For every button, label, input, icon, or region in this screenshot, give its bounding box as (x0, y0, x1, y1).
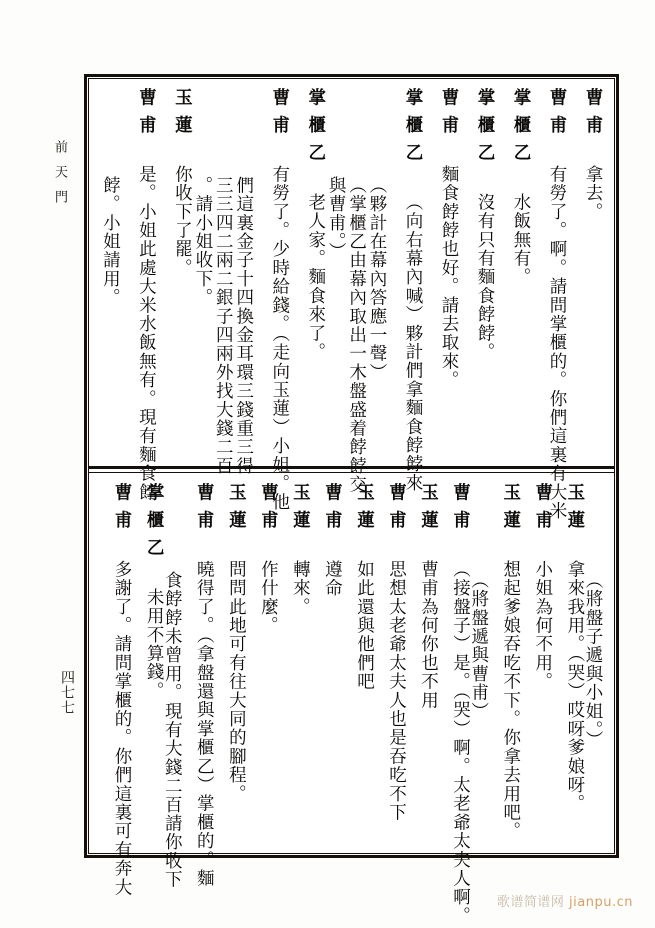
speaker-name: 曹甫 (439, 88, 459, 143)
speaker-name: 玉蓮 (290, 483, 311, 538)
dialogue-column (519, 483, 551, 846)
speaker-name: 掌櫃乙 (403, 88, 423, 171)
dialogue-column (308, 483, 343, 846)
dialogue-column (529, 88, 567, 521)
dialogue-text: 食餑餑未曾用。現有大錢二百請你收下 (162, 571, 183, 889)
stage-direction-column (231, 88, 254, 476)
dialogue-text: 遵命 (322, 560, 343, 598)
dialogue-column (180, 483, 215, 888)
dialogue-text: 沒有只有麵食餑餑。 (475, 192, 495, 361)
stage-direction-column (324, 88, 347, 460)
dialogue-column (404, 483, 439, 846)
dialogue-text: 轉來。 (290, 560, 311, 617)
speaker-name: 掌櫃乙 (511, 88, 531, 171)
dialogue-column (487, 483, 519, 846)
dialogue-column (244, 483, 279, 846)
speaker-name: 曹甫 (194, 483, 215, 538)
dialogue-column (385, 88, 423, 492)
dialogue-text: 作什麼。 (258, 560, 279, 635)
speaker-name: 曹甫 (532, 483, 553, 538)
dialogue-column (493, 88, 529, 460)
speaker-name: 掌櫃乙 (475, 88, 495, 171)
dialogue-text: 問問此地可有往大同的腳程。 (226, 560, 247, 804)
speaker-name: 玉蓮 (172, 88, 193, 143)
speaker-name: 玉蓮 (564, 483, 585, 538)
left-margin (36, 70, 82, 860)
dialogue-text: （接盤子）是。（哭）啊。太老爺太夫人啊。 (450, 560, 471, 926)
speaker-name: 玉蓮 (354, 483, 375, 538)
page-number: 四七七 (59, 670, 75, 715)
dialogue-column (340, 483, 375, 846)
dialogue-text: 曉得了。（拿盤還與掌櫃乙）掌櫃的。麵 (194, 560, 215, 888)
dialogue-column (437, 483, 471, 926)
stage-direction-column (98, 88, 121, 460)
stage-direction-column (211, 88, 234, 476)
speaker-name: 曹甫 (136, 88, 157, 143)
dialogue-text: 想起爹娘吞吃不下。你拿去用吧。 (500, 560, 521, 841)
dialogue-column (457, 88, 493, 460)
speaker-name: 曹甫 (386, 483, 407, 538)
speaker-name: 曹甫 (258, 483, 279, 538)
dialogue-column (118, 88, 157, 502)
speaker-name: 玉蓮 (226, 483, 247, 538)
dialogue-column (212, 483, 247, 846)
stage-direction-column (162, 483, 183, 889)
dialogue-text: 你收下了罷。 (172, 165, 193, 278)
dialogue-text: （向右幕內喊）夥計們拿麵食餑餑來 (403, 192, 423, 492)
running-head: 前天門 (52, 140, 67, 215)
speaker-name: 掌櫃乙 (144, 483, 165, 566)
speaker-name: 玉蓮 (418, 483, 439, 538)
dialogue-text: 思想太老爺太夫人也是吞吃不下 (386, 560, 407, 822)
speaker-name: 曹甫 (322, 483, 343, 538)
speaker-name: 掌櫃乙 (305, 88, 326, 171)
dialogue-text: 們這裏金子十四換金耳環三錢重三得 (233, 176, 254, 476)
dialogue-text: 與曹甫。） (326, 176, 347, 261)
dialogue-column (372, 483, 407, 846)
dialogue-column (551, 483, 583, 846)
dialogue-column (421, 88, 457, 460)
dialogue-column (288, 88, 324, 460)
dialogue-text: 拿去。 (583, 165, 603, 222)
speaker-name: 曹甫 (269, 88, 290, 143)
dialogue-text: 曹甫為何你也不用 (418, 560, 439, 710)
stage-direction-column (583, 483, 601, 846)
dialogue-text: 有勞了。少時給錢。（走向玉蓮）小姐。他 (269, 165, 290, 512)
stage-direction-column (190, 88, 213, 460)
dialogue-text: 小姐為何不用。 (532, 560, 553, 691)
dialogue-text: 三三四二兩二銀子四兩外找大錢二百 (213, 176, 234, 476)
dialogue-text: 拿來我用。（哭）哎呀爹娘呀。 (564, 560, 585, 814)
speaker-name: 曹甫 (547, 88, 567, 143)
dialogue-text: 麵食餑餑也好。請去取來。 (439, 165, 459, 390)
dialogue-text: 多謝了。請問掌櫃的。你們這裏可有奔大 (112, 560, 133, 897)
stage-direction-column (469, 483, 487, 846)
dialogue-text: （掌櫃乙由幕內取出一木盤盛着餑餑交 (346, 176, 367, 494)
watermark-url: jianpu.cn (569, 895, 633, 910)
dialogue-text: （將盤子遞與小姐。） (583, 571, 603, 750)
watermark-site-name: 歌谱简谱网 (496, 895, 565, 910)
stage-direction-column (365, 88, 385, 460)
dialogue-text: 餑。小姐請用。 (100, 176, 121, 307)
speaker-name: 玉蓮 (500, 483, 521, 538)
stage-direction-column (344, 88, 367, 494)
dialogue-text: （將盤遞與曹甫） (468, 571, 489, 721)
dialogue-text: 。請小姐收下。 (192, 176, 213, 307)
dialogue-text: 如此還與他們吧 (354, 560, 375, 691)
dialogue-column (98, 483, 133, 897)
speaker-name: 曹甫 (583, 88, 603, 143)
dialogue-text: 未用不算錢。 (144, 587, 165, 700)
dialogue-column (276, 483, 311, 846)
dialogue-column (565, 88, 601, 460)
dialogue-text: 有勞了。啊。請問掌櫃的。你們這裏有大米 (547, 165, 567, 521)
speaker-name: 曹甫 (112, 483, 133, 538)
speaker-name: 曹甫 (450, 483, 471, 538)
dialogue-column (154, 88, 193, 460)
dialogue-text: （夥計在幕內答應一聲） (367, 176, 387, 382)
dialogue-text: 水飯無有。 (511, 192, 531, 286)
dialogue-column (130, 483, 165, 846)
site-watermark (497, 891, 633, 910)
dialogue-column (252, 88, 290, 512)
dialogue-text: 老人家。麵食來了。 (305, 192, 326, 361)
text-block-upper (92, 82, 611, 521)
dialogue-text: 是。小姐此處大米水飯無有。現有麵食餑 (136, 165, 157, 502)
